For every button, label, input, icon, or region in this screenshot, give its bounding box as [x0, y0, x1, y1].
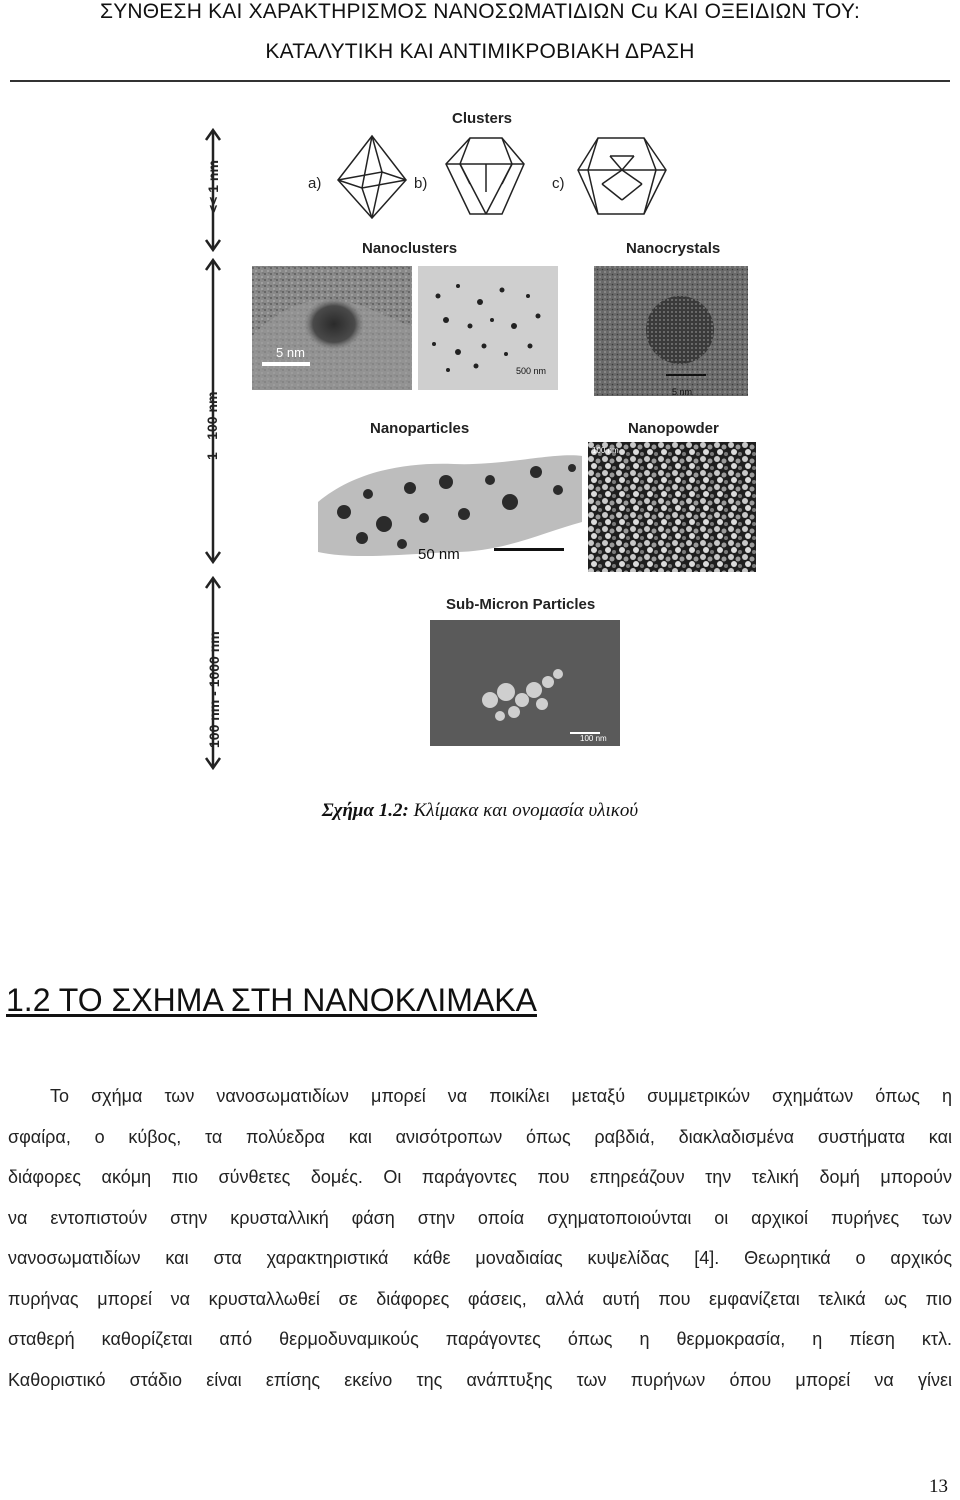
nanocluster-tem-image [252, 266, 412, 390]
nanopowder-scalebar: 100 nm [592, 446, 619, 455]
icosahedron-cluster-icon [574, 134, 670, 220]
submicron-scalebar: 100 nm [580, 734, 607, 743]
body-line-1: Το σχήμα των νανοσωματιδίων μπορεί να ποικίλει μεταξύ συμμετρικών σχημάτων όπως η [50, 1086, 952, 1106]
nanopowder-sem-image [588, 442, 756, 572]
cluster-label-a: a) [308, 175, 322, 192]
cluster-label-c: c) [552, 175, 565, 192]
cluster-label-b: b) [414, 175, 428, 192]
octahedron-cluster-icon [332, 132, 412, 222]
clusters-title: Clusters [452, 110, 513, 127]
header-divider [10, 80, 950, 82]
nanoparticles-scalebar: 50 nm [418, 546, 460, 563]
body-line-6: πυρήνας μπορεί να κρυσταλλωθεί σε διάφορες φάσεις, αλλά αυτή που εμφανίζεται τελικά ως πιο [8, 1288, 952, 1309]
nanocluster-dots-scalebar: 500 nm [516, 366, 547, 376]
scale-label-submicron: 100 nm - 1000 nm [206, 631, 222, 748]
nanocluster-tem-scalebar: 5 nm [276, 345, 305, 360]
figure-caption-text: Κλίμακα και ονομασία υλικού [408, 800, 639, 821]
nanopowder-title: Nanopowder [628, 420, 719, 437]
scale-figure [196, 100, 756, 770]
body-line-2: σφαίρα, ο κύβος, τα πολύεδρα και ανισότροπων όπως ραβδιά, διακλαδισμένα συστήματα και [8, 1126, 952, 1147]
nanocrystal-scalebar: 5 nm [672, 387, 693, 397]
cuboctahedron-cluster-icon [440, 134, 530, 220]
page-number: 13 [929, 1476, 948, 1497]
section-body [8, 1076, 952, 1400]
nanoclusters-title: Nanoclusters [362, 240, 458, 257]
scale-label-nano: 1 - 100 nm [204, 391, 220, 460]
figure-caption [0, 800, 960, 822]
figure-caption-prefix: Σχήμα 1.2: [321, 800, 409, 821]
section-heading: 1.2 ΤΟ ΣΧΗΜΑ ΣΤΗ ΝΑΝΟΚΛΙΜΑΚΑ [6, 982, 537, 1018]
body-line-4: να εντοπιστούν στην κρυσταλλική φάση στην οποία σχηματοποιούνται οι αρχικοί πυρήνες των [8, 1207, 952, 1228]
body-line-5: νανοσωματιδίων και στα χαρακτηριστικά κάθε μοναδιαίας κυψελίδας [4]. Θεωρητικά ο αρχικός [8, 1248, 952, 1268]
nanocrystal-tem-image [594, 266, 748, 396]
nanocrystals-title: Nanocrystals [626, 240, 721, 257]
body-line-8: Καθοριστικό στάδιο είναι επίσης εκείνο της ανάπτυξης των πυρήνων όπου μπορεί να γίνει [8, 1369, 952, 1390]
running-header-line-1: ΣΥΝΘΕΣΗ ΚΑΙ ΧΑΡΑΚΤΗΡΙΣΜΟΣ ΝΑΝΟΣΩΜΑΤΙΔΙΩΝ Cu ΚΑΙ ΟΞΕΙΔΙΩΝ ΤΟΥ: [100, 0, 860, 23]
submicron-sem-image [430, 620, 620, 746]
body-line-7: σταθερή καθορίζεται από θερμοδυναμικούς παράγοντες όπως η θερμοκρασία, η πίεση κτλ. [8, 1329, 952, 1349]
nanoparticles-title: Nanoparticles [370, 420, 470, 437]
body-line-3: διάφορες ακόμη πιο σύνθετες δομές. Οι παράγοντες που επηρεάζουν την τελική δομή μπορούν [8, 1167, 952, 1187]
scale-label-subnano: << 1 nm [205, 160, 221, 213]
running-header-line-2: ΚΑΤΑΛΥΤΙΚΗ ΚΑΙ ΑΝΤΙΜΙΚΡΟΒΙΑΚΗ ΔΡΑΣΗ [265, 40, 695, 63]
submicron-title: Sub-Micron Particles [446, 596, 596, 613]
